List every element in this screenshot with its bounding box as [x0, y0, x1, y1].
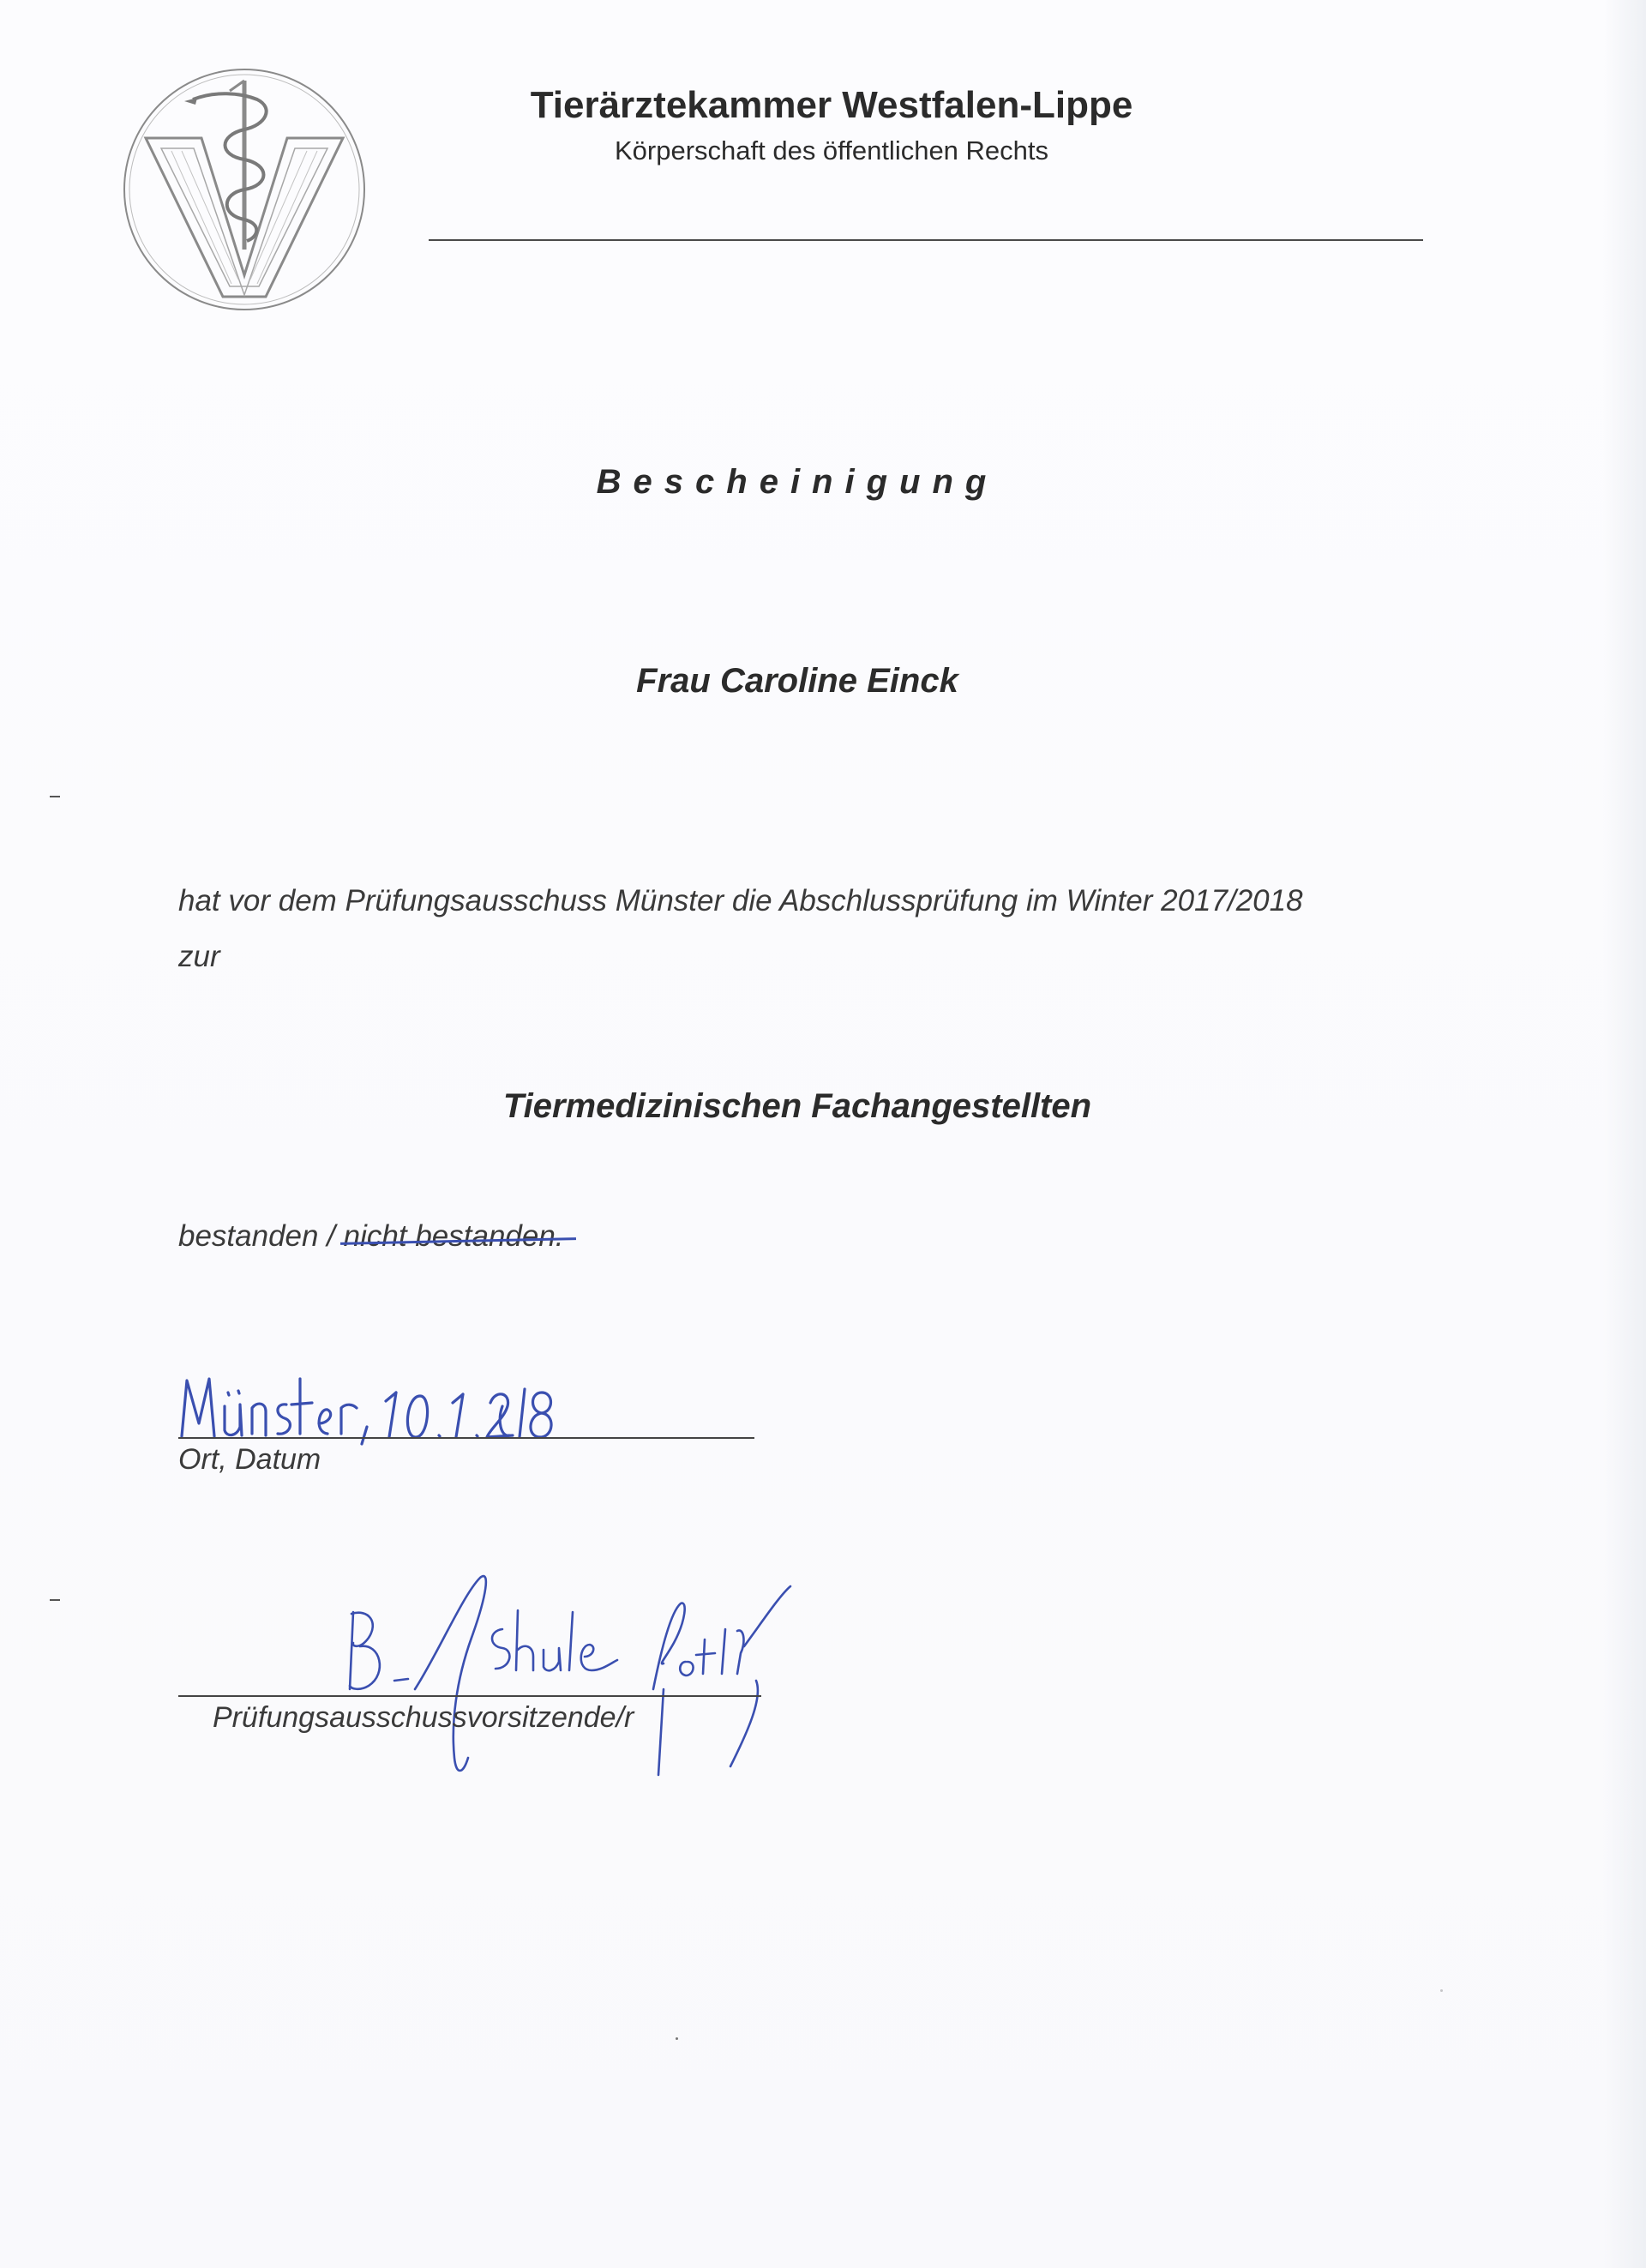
recipient-name: Frau Caroline Einck — [636, 662, 958, 700]
organization-subtitle: Körperschaft des öffentlichen Rechts — [614, 135, 1049, 165]
scan-speck — [676, 2037, 678, 2040]
profession-title: Tiermedizinischen Fachangestellten — [502, 1087, 1092, 1125]
exam-result — [178, 1219, 564, 1254]
handwritten-signature — [334, 1561, 849, 1784]
organization-name: Tierärztekammer Westfalen-Lippe — [530, 84, 1133, 126]
body-text-line-2: zur — [178, 940, 220, 973]
signature-rule — [178, 1695, 761, 1697]
punch-mark — [50, 796, 60, 797]
result-passed: bestanden / — [178, 1219, 335, 1253]
handwritten-place-date — [171, 1355, 617, 1449]
veterinary-chamber-logo — [120, 65, 369, 314]
result-failed-struck — [344, 1219, 564, 1254]
result-failed-text: nicht bestanden. — [343, 1219, 564, 1253]
place-date-rule — [178, 1437, 754, 1439]
signer-label: Prüfungsausschussvorsitzende/r — [213, 1701, 634, 1734]
document-title: Bescheinigung — [596, 463, 999, 501]
letterhead-divider — [429, 239, 1423, 241]
scan-edge-shadow — [1603, 0, 1646, 2268]
body-text-line-1: hat vor dem Prüfungsausschuss Münster die Abschlussprüfung im Winter 2017/2018 — [178, 884, 1303, 917]
punch-mark — [50, 1599, 60, 1601]
scan-speck — [1440, 1989, 1443, 1992]
place-date-label: Ort, Datum — [178, 1443, 321, 1476]
